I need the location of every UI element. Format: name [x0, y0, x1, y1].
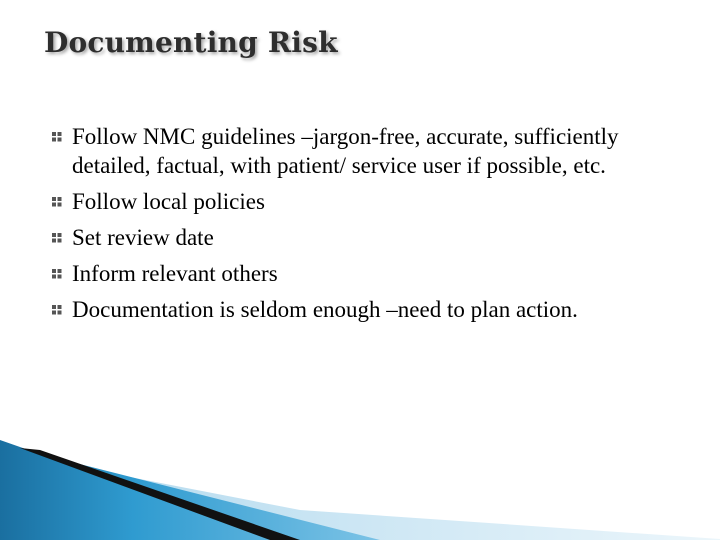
bullet-list: [52, 122, 692, 331]
slide-title: Documenting Risk: [44, 26, 338, 59]
bullet-text: Documentation is seldom enough –need to plan action.: [72, 297, 578, 322]
bullet-text: Follow NMC guidelines –jargon-free, accurate, sufficiently detailed, factual, with patient/ service user if possible, etc.: [72, 124, 619, 178]
bullet-text: Follow local policies: [72, 189, 265, 214]
bullet-text: Set review date: [72, 225, 214, 250]
decorative-swoosh: [0, 440, 720, 540]
list-item: [52, 223, 692, 252]
four-square-bullet-icon: [52, 197, 62, 207]
four-square-bullet-icon: [52, 132, 62, 142]
four-square-bullet-icon: [52, 233, 62, 243]
list-item: [52, 187, 692, 216]
list-item: [52, 295, 692, 324]
list-item: [52, 259, 692, 288]
four-square-bullet-icon: [52, 305, 62, 315]
bullet-text: Inform relevant others: [72, 261, 278, 286]
four-square-bullet-icon: [52, 269, 62, 279]
list-item: [52, 122, 692, 180]
